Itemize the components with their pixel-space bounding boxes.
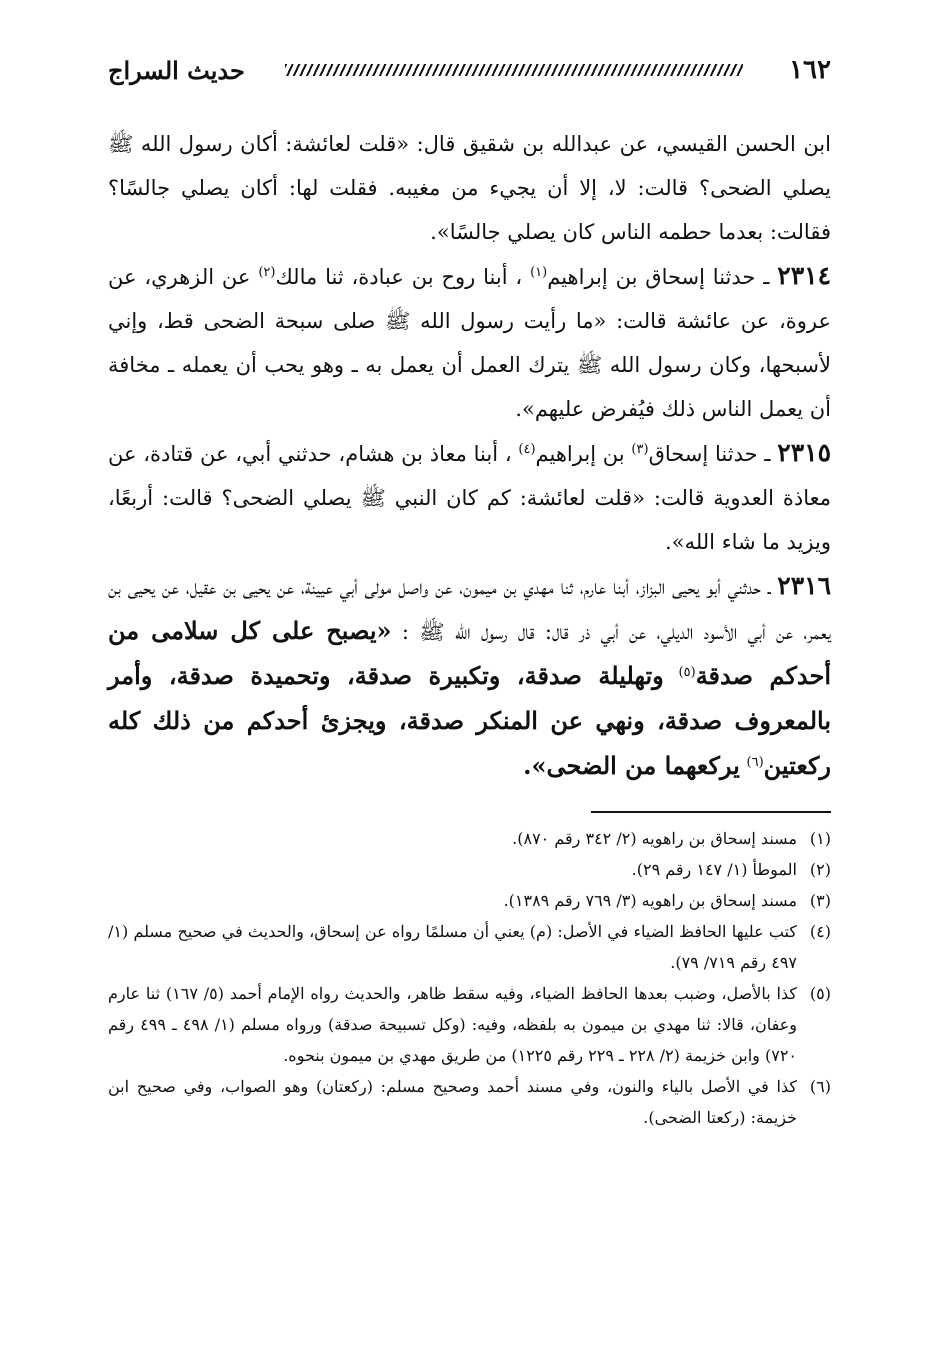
page-header [108,52,831,88]
hadith-text: ـ حدثني أبو يحيى البزاز، أبنا عارم، ثنا مهدي بن ميمون، عن واصل مولى أبي عيينة، عن يحيى بن عقيل، عن يحيى بن يعمر، عن أبي الأسود الديلي، عن أبي ذر قال: قال رسول الله ﷺ : [108,575,831,644]
footnote-number: (٥) [809,984,831,1003]
hadith-2315 [108,431,831,564]
footnote-marker[interactable]: (٣) [631,442,649,457]
page-number: ١٦٢ [789,55,831,85]
hadith-text: ـ حدثنا إسحاق بن إبراهيم [547,265,770,289]
footnote-item [108,1071,831,1133]
footnote-item [108,854,831,885]
footnote-text: مسند إسحاق بن راهويه (٣/ ٧٦٩ رقم ١٣٨٩). [503,891,797,910]
hadith-text: عن الزهري، عن عروة، عن عائشة قالت: «ما رأيت رسول الله ﷺ صلى سبحة الضحى قط، وإني لأسبحها، وكان رسول الله ﷺ يترك العمل أن يعمل به ـ وهو يحب أن يعمله ـ مخافة أن يعمل الناس ذلك فيُفرض عليهم». [108,265,831,421]
footnote-marker[interactable]: (٢) [258,265,276,280]
hadith-number: ٢٣١٦ [777,571,831,600]
footnote-text: مسند إسحاق بن راهويه (٢/ ٣٤٢ رقم ٨٧٠). [512,829,797,848]
hadith-text: بن إبراهيم [535,442,625,466]
footnote-marker[interactable]: (١) [530,265,548,280]
footnote-item [108,823,831,854]
hadith-matn-bold: «يصبح على كل سلامى من أحدكم صدقة [108,616,831,690]
running-title: حديث السراج [108,55,245,85]
footnote-marker[interactable]: (٥) [678,665,696,680]
hadith-text: ، أبنا معاذ بن هشام، حدثني أبي، عن قتادة، عن معاذة العدوية قالت: «قلت لعائشة: كم كان النبي ﷺ يصلي الضحى؟ قالت: أربعًا، ويزيد ما شاء الله». [108,442,831,554]
footnote-text: كتب عليها الحافظ الضياء في الأصل: (م) يعني أن مسلمًا رواه عن إسحاق، والحديث في صحيح مسلم (١/ ٤٩٧ رقم ٧١٩/ ٧٩). [108,922,797,972]
header-decorative-rule [285,64,743,76]
footnote-text: كذا في الأصل بالياء والنون، وفي مسند أحمد وصحيح مسلم: (ركعتان) وهو الصواب، وفي صحيح ابن خزيمة: (ركعتا الضحى). [108,1077,798,1127]
hadith-matn-bold: يركعهما من الضحى». [523,751,740,780]
footnotes [108,823,831,1133]
hadith-2314 [108,254,831,431]
paragraph-continuation: ابن الحسن القيسي، عن عبدالله بن شقيق قال: «قلت لعائشة: أكان رسول الله ﷺ يصلي الضحى؟ قالت: لا، إلا أن يجيء من مغيبه. فقلت لها: أكان يصلي جالسًا؟ فقالت: بعدما حطمه الناس كان يصلي جالسًا». [108,132,831,244]
footnote-number: (٢) [809,860,831,879]
footnote-number: (١) [809,829,831,848]
footnote-item [108,978,831,1071]
hadith-text: ، أبنا روح بن عبادة، ثنا مالك [275,265,523,289]
hadith-number: ٢٣١٥ [777,438,832,467]
hadith-matn-bold: وتهليلة صدقة، وتكبيرة صدقة، وتحميدة صدقة، وأمر بالمعروف صدقة، ونهي عن المنكر صدقة، ويجزئ أحدكم من ذلك كله ركعتين [108,661,831,780]
footnote-number: (٦) [809,1077,831,1096]
hadith-2316 [108,564,831,789]
footnote-item [108,885,831,916]
footnote-number: (٣) [809,891,831,910]
footnote-text: الموطأ (١/ ١٤٧ رقم ٢٩). [631,860,797,879]
footnote-marker[interactable]: (٦) [746,755,764,770]
main-text [108,122,831,789]
footnote-number: (٤) [809,922,831,941]
footnote-separator [591,811,831,813]
footnote-text: كذا بالأصل، وضبب بعدها الحافظ الضياء، وفيه سقط ظاهر، والحديث رواه الإمام أحمد (٥/ ١٦٧) ثنا عارم وعفان، قالا: ثنا مهدي بن ميمون به بلفظه، وفيه: (وكل تسبيحة صدقة) ورواه مسلم (١/ ٤٩٨ ـ ٤٩٩ رقم ٧٢٠) وابن خزيمة (٢/ ٢٢٨ ـ ٢٢٩ رقم ١٢٢٥) من طريق مهدي بن ميمون بنحوه. [108,984,798,1065]
hadith-number: ٢٣١٤ [777,261,831,290]
hadith-text: ـ حدثنا إسحاق [648,442,771,466]
footnote-marker[interactable]: (٤) [518,442,536,457]
footnote-item [108,916,831,978]
